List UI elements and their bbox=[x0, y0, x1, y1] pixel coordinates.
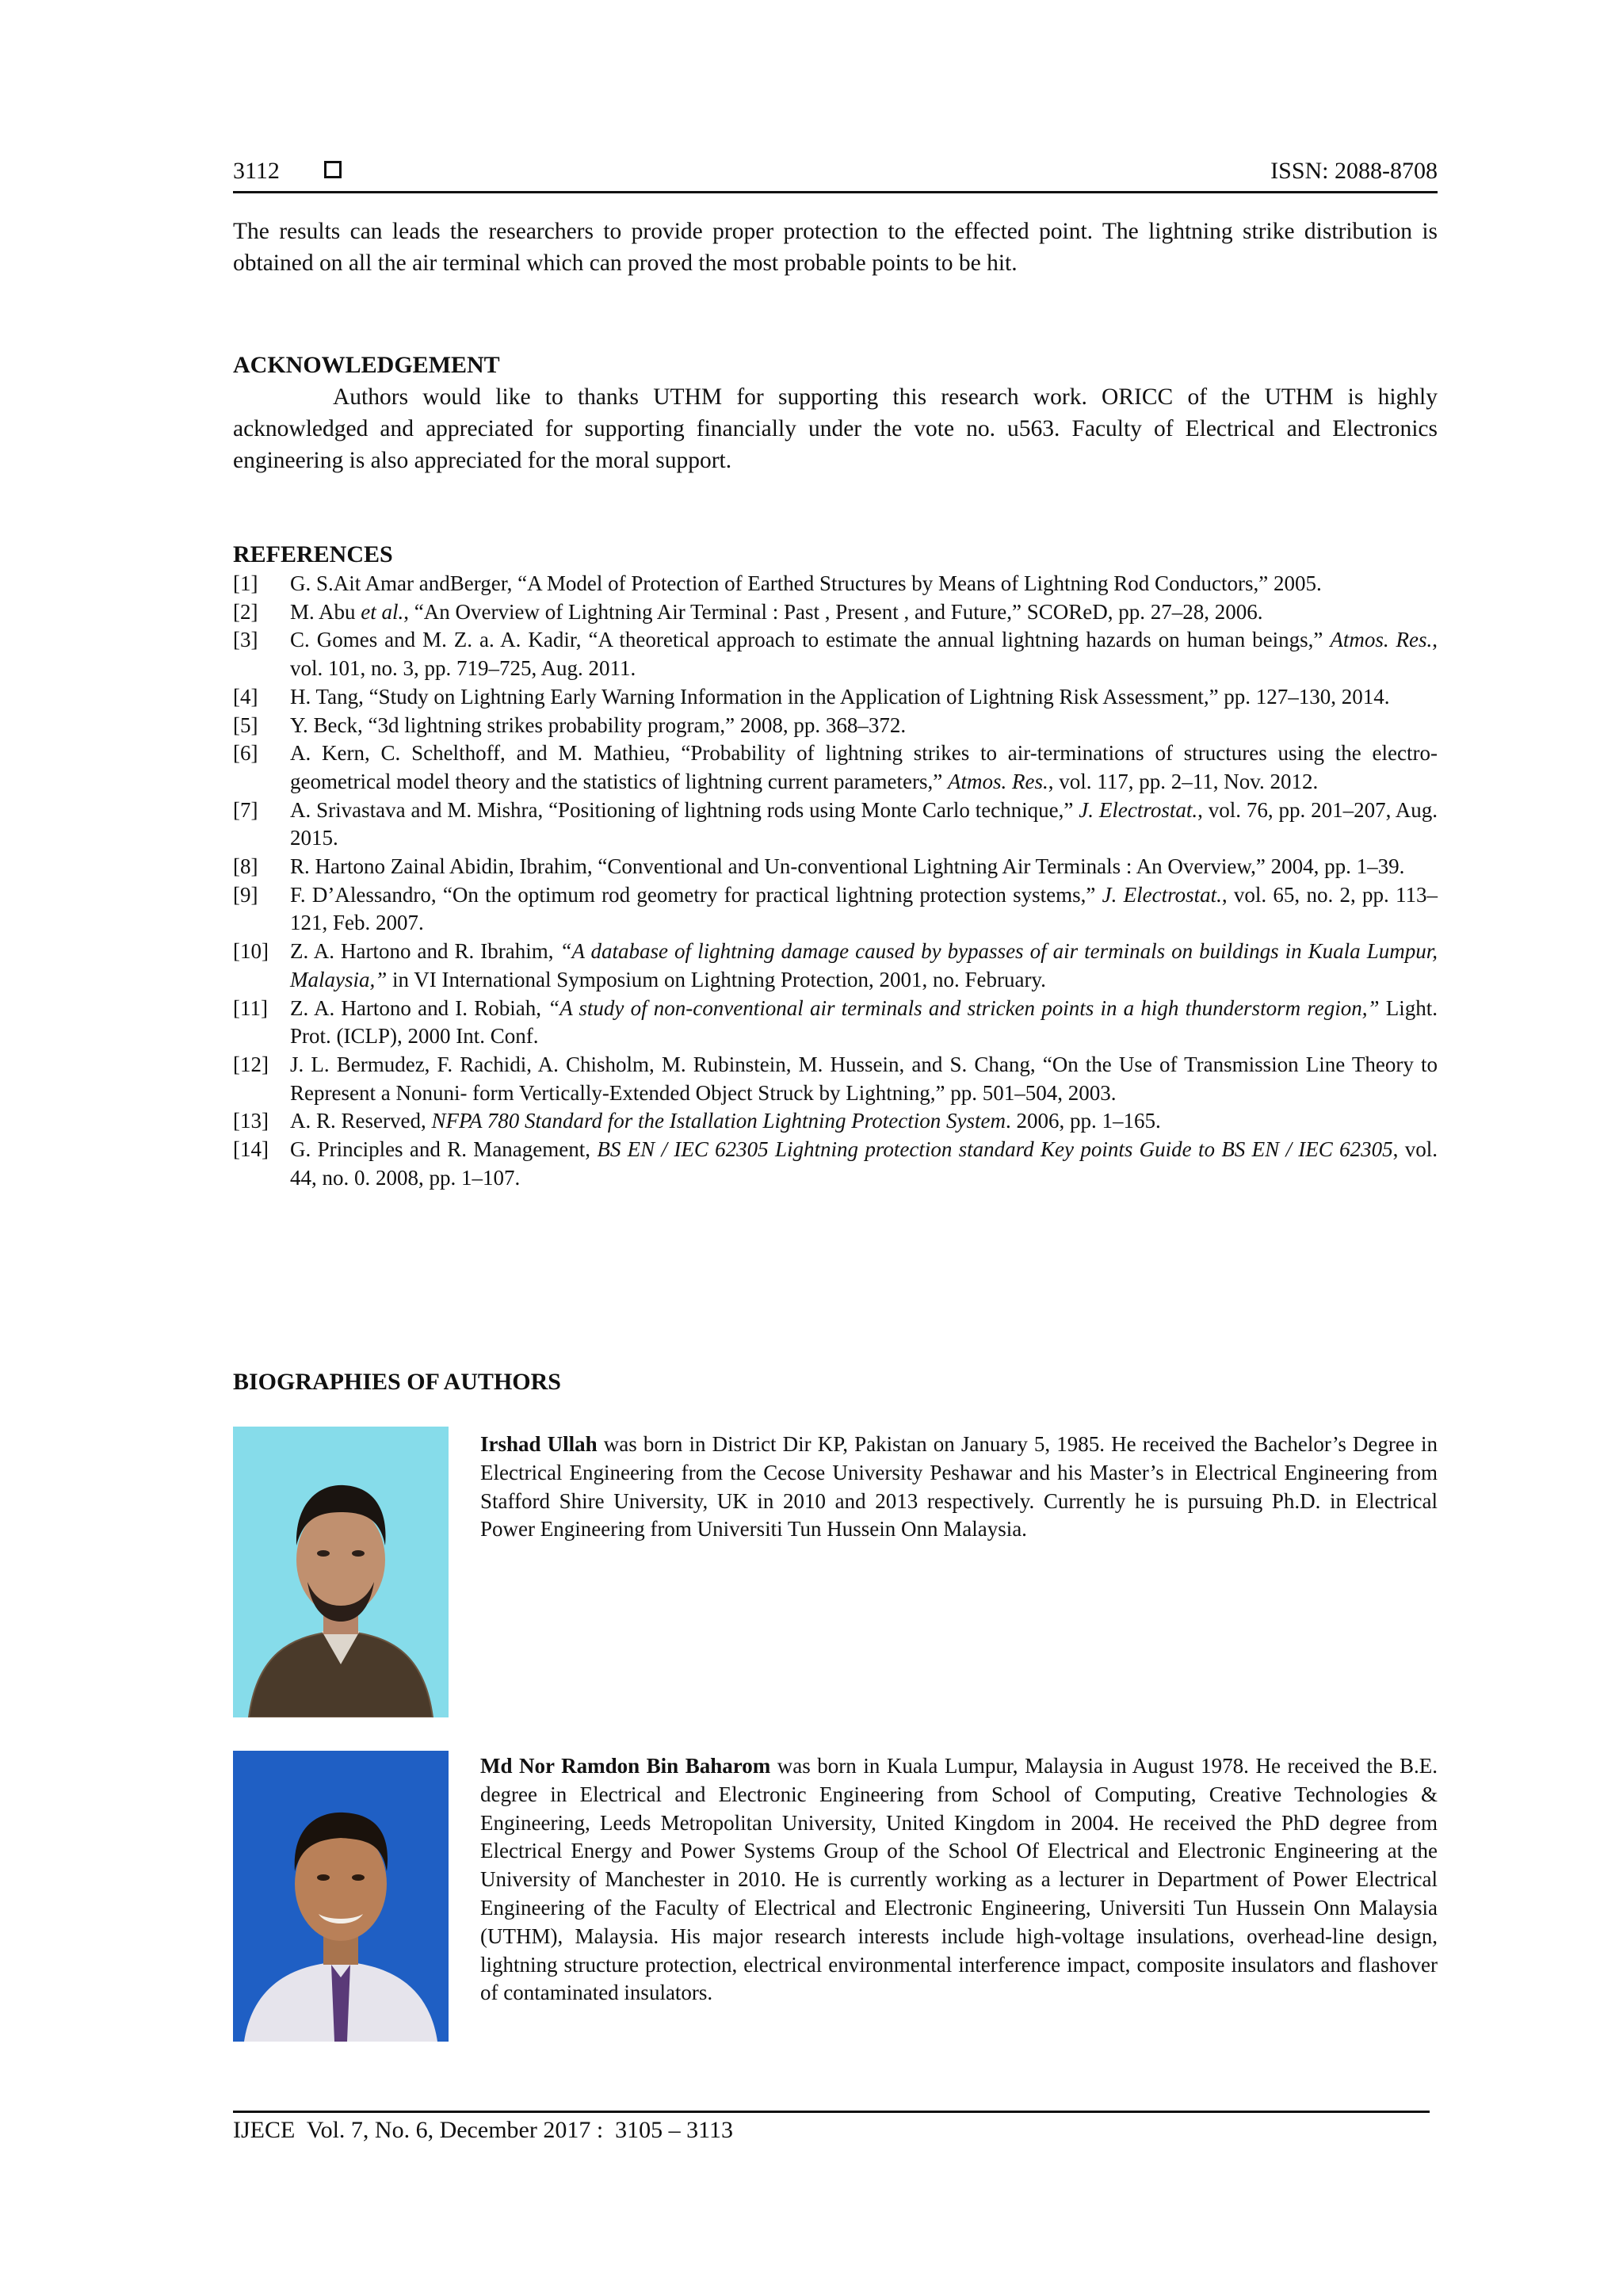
reference-item bbox=[233, 995, 1438, 1051]
reference-number: [5] bbox=[233, 712, 258, 737]
author-bio-text: was born in District Dir KP, Pakistan on January 5, 1985. He received the Bachelor’s Degree in Electrical Engineering from the Cecose University Peshawar and his Master’s in Electrical Engineering from Stafford Shire University, UK in 2010 and 2013 respectively. Currently he is pursuing Ph.D. in Electrical Power Engineering from Universiti Tun Hussein Onn Malaysia. bbox=[480, 1432, 1438, 1541]
reference-text-run: Y. Beck, “3d lightning strikes probability program,” 2008, pp. 368–372. bbox=[290, 712, 907, 737]
reference-text-run: Z. A. Hartono and I. Robiah, bbox=[290, 995, 548, 1020]
reference-text-run: R. Hartono Zainal Abidin, Ibrahim, “Conventional and Un-conventional Lightning Air Terminals : An Overview,” 2004, pp. 1–39. bbox=[290, 854, 1405, 879]
reference-italic-run: “A database of lightning damage caused by bypasses of air terminals on buildings in Kuala Lumpur, Malaysia,” bbox=[290, 939, 1438, 991]
reference-text-run: , vol. 44, no. 0. 2008, pp. 1–107. bbox=[290, 1137, 1438, 1190]
acknowledgement-text: Authors would like to thanks UTHM for supporting this research work. ORICC of the UTHM is highly acknowledged and appreciated for supporting financially under the vote no. u563. Faculty of Electrical and Electronics engineering is also appreciated for the moral support. bbox=[233, 384, 1438, 473]
reference-number: [12] bbox=[233, 1052, 269, 1076]
reference-number: [6] bbox=[233, 741, 258, 766]
footer-rule bbox=[233, 2111, 1430, 2113]
author-bio-irshad-ullah bbox=[480, 1431, 1438, 1544]
reference-number: [7] bbox=[233, 797, 258, 822]
reference-text bbox=[290, 570, 1438, 598]
reference-text-run: , vol. 76, pp. 201–207, Aug. 2015. bbox=[290, 797, 1438, 850]
reference-italic-run: BS EN / IEC 62305 Lightning protection standard Key points Guide to BS EN / IEC 62305 bbox=[597, 1137, 1393, 1162]
reference-text-run: C. Gomes and M. Z. a. A. Kadir, “A theoretical approach to estimate the annual lightning hazards on human beings,” bbox=[290, 628, 1331, 652]
reference-text-run: in VI International Symposium on Lightning Protection, 2001, no. February. bbox=[387, 967, 1046, 991]
reference-number: [1] bbox=[233, 571, 258, 595]
reference-italic-run: NFPA 780 Standard for the Istallation Lightning Protection System bbox=[431, 1109, 1006, 1133]
reference-text-run: Z. A. Hartono and R. Ibrahim, bbox=[290, 939, 560, 964]
reference-italic-run: J. Electrostat. bbox=[1079, 797, 1198, 822]
header-rule bbox=[233, 191, 1438, 193]
author-bio-md-nor-ramdon bbox=[480, 1752, 1438, 2008]
reference-text-run: . 2006, pp. 1–165. bbox=[1005, 1109, 1161, 1133]
reference-item bbox=[233, 683, 1438, 712]
author-name-irshad-ullah: Irshad Ullah bbox=[480, 1432, 598, 1456]
reference-italic-run: “A study of non-conventional air terminals and stricken points in a high thunderstorm region,” bbox=[548, 995, 1380, 1020]
reference-text-run: , vol. 65, no. 2, pp. 113–121, Feb. 2007. bbox=[290, 882, 1438, 935]
reference-text-run: A. Srivastava and M. Mishra, “Positioning of lightning rods using Monte Carlo technique,” bbox=[290, 797, 1079, 822]
reference-text bbox=[290, 995, 1438, 1051]
reference-text bbox=[290, 739, 1438, 796]
reference-text bbox=[290, 1136, 1438, 1192]
intro-paragraph: The results can leads the researchers to provide proper protection to the effected point. The lightning strike distribution is obtained on all the air terminal which can proved the most probable points to be hit. bbox=[233, 219, 1438, 276]
reference-text bbox=[290, 1051, 1438, 1107]
reference-text-run: G. Principles and R. Management, bbox=[290, 1137, 598, 1162]
reference-text-run: A. Kern, C. Schelthoff, and M. Mathieu, “Probability of lightning strikes to air-terminations of structures using the electro-geometrical model theory and the statistics of lightning current parameters,” bbox=[290, 741, 1438, 793]
square-bullet-icon bbox=[324, 161, 342, 178]
reference-italic-run: J. Electrostat. bbox=[1102, 882, 1222, 907]
references-heading: REFERENCES bbox=[233, 541, 393, 567]
reference-number: [10] bbox=[233, 939, 269, 964]
issn-label: ISSN: 2088-8708 bbox=[1270, 158, 1438, 184]
reference-text-run: Light. Prot. (ICLP), 2000 Int. Conf. bbox=[290, 995, 1438, 1049]
reference-item bbox=[233, 570, 1438, 598]
reference-text bbox=[290, 938, 1438, 994]
reference-text-run: F. D’Alessandro, “On the optimum rod geometry for practical lightning protection systems,” bbox=[290, 882, 1102, 907]
reference-text-run: A. R. Reserved, bbox=[290, 1109, 432, 1133]
author-photo-md-nor-ramdon bbox=[233, 1751, 449, 2042]
reference-item bbox=[233, 881, 1438, 938]
reference-item bbox=[233, 1051, 1438, 1107]
reference-number: [8] bbox=[233, 854, 258, 879]
author-photo-irshad-ullah bbox=[233, 1427, 449, 1717]
reference-item bbox=[233, 797, 1438, 853]
reference-text bbox=[290, 712, 1438, 740]
reference-number: [2] bbox=[233, 599, 258, 624]
reference-number: [9] bbox=[233, 882, 258, 907]
page-header bbox=[233, 155, 1438, 187]
reference-italic-run: Atmos. Res. bbox=[947, 769, 1048, 793]
reference-item bbox=[233, 712, 1438, 740]
reference-item bbox=[233, 853, 1438, 881]
reference-number: [4] bbox=[233, 684, 258, 709]
reference-item bbox=[233, 938, 1438, 994]
reference-text-run: , vol. 117, pp. 2–11, Nov. 2012. bbox=[1048, 769, 1319, 793]
author-name-md-nor-ramdon: Md Nor Ramdon Bin Baharom bbox=[480, 1754, 771, 1778]
reference-text-run: G. S.Ait Amar andBerger, “A Model of Protection of Earthed Structures by Means of Lightning Rod Conductors,” 2005. bbox=[290, 571, 1322, 595]
page-footer: IJECE Vol. 7, No. 6, December 2017 : 3105 – 3113 bbox=[233, 2117, 734, 2143]
reference-text-run: J. L. Bermudez, F. Rachidi, A. Chisholm, M. Rubinstein, M. Hussein, and S. Chang, “On the Use of Transmission Line Theory to Represent a Nonuni- form Vertically-Extended Object Struck by Lightning,” pp. 501–504, 2003. bbox=[290, 1052, 1438, 1105]
reference-item bbox=[233, 626, 1438, 682]
reference-item bbox=[233, 739, 1438, 796]
reference-text-run: , “An Overview of Lightning Air Terminal : Past , Present , and Future,” SCOReD, pp. 27–28, 2006. bbox=[403, 599, 1263, 624]
reference-text bbox=[290, 881, 1438, 938]
reference-text bbox=[290, 797, 1438, 853]
reference-text bbox=[290, 598, 1438, 627]
reference-italic-run: Atmos. Res. bbox=[1330, 628, 1433, 652]
biographies-heading: BIOGRAPHIES OF AUTHORS bbox=[233, 1369, 561, 1395]
acknowledgement-heading: ACKNOWLEDGEMENT bbox=[233, 352, 500, 378]
reference-number: [3] bbox=[233, 628, 258, 652]
references-list bbox=[233, 570, 1438, 1192]
reference-item bbox=[233, 1107, 1438, 1136]
reference-number: [14] bbox=[233, 1137, 269, 1162]
reference-item bbox=[233, 1136, 1438, 1192]
reference-number: [13] bbox=[233, 1109, 269, 1133]
author-bio-text: was born in Kuala Lumpur, Malaysia in August 1978. He received the B.E. degree in Electrical and Electronic Engineering from School of Computing, Creative Technologies & Engineering, Leeds Metropolitan University, United Kingdom in 2004. He received the PhD degree from Electrical Energy and Power Systems Group of the School Of Electrical and Electronic Engineering at the University of Manchester in 2010. He is currently working as a lecturer in Department of Power Electrical Engineering of the Faculty of Electrical and Electronic Engineering, Universiti Tun Hussein Onn Malaysia (UTHM), Malaysia. His major research interests include high-voltage insulations, overhead-line design, lightning structure protection, electrical environmental interference impact, composite insulators and flashover of contaminated insulators. bbox=[480, 1754, 1438, 2005]
reference-text-run: M. Abu bbox=[290, 599, 361, 624]
reference-text bbox=[290, 1107, 1438, 1136]
reference-italic-run: et al. bbox=[361, 599, 404, 624]
reference-text-run: H. Tang, “Study on Lightning Early Warning Information in the Application of Lightning Risk Assessment,” pp. 127–130, 2014. bbox=[290, 684, 1390, 709]
reference-text bbox=[290, 853, 1438, 881]
reference-text-run: , vol. 101, no. 3, pp. 719–725, Aug. 2011. bbox=[290, 628, 1438, 681]
reference-text bbox=[290, 683, 1438, 712]
reference-item bbox=[233, 598, 1438, 627]
reference-text bbox=[290, 626, 1438, 682]
reference-number: [11] bbox=[233, 995, 268, 1020]
page-number: 3112 bbox=[233, 158, 280, 184]
